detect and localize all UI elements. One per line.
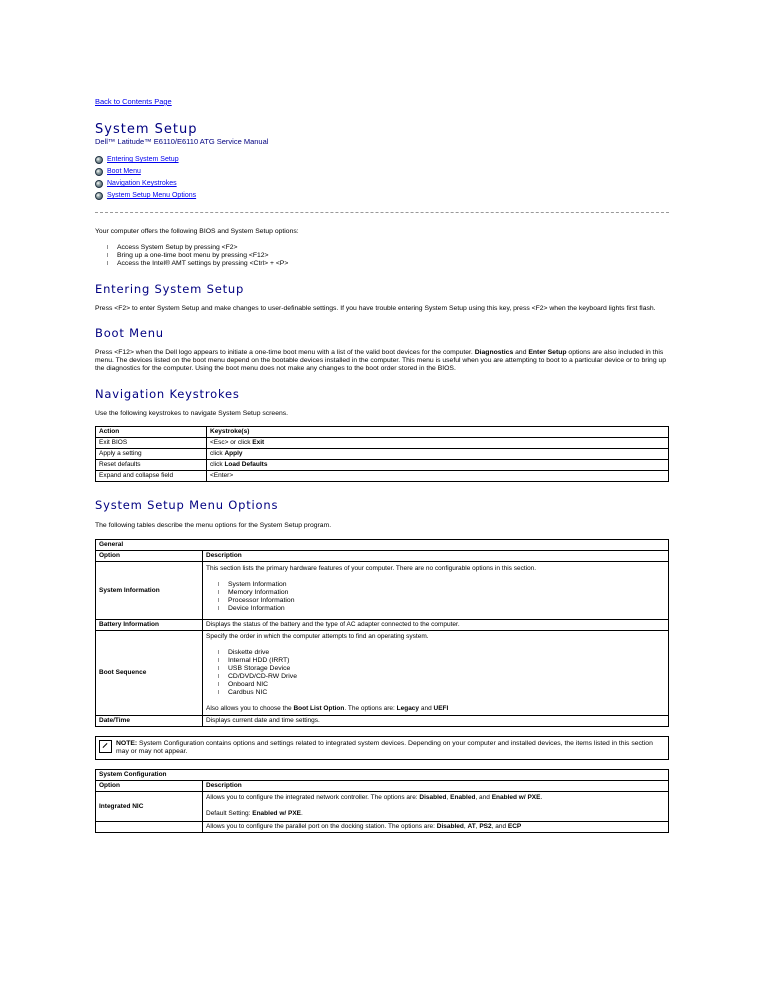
general-table xyxy=(95,539,669,727)
toc-item xyxy=(95,190,669,202)
nav-intro: Use the following keystrokes to navigate System Setup screens. xyxy=(95,410,289,417)
list-item: l Device Information xyxy=(218,605,665,613)
keystroke-cell: <Esc> or click Exit xyxy=(207,438,669,449)
list-item: l Processor Information xyxy=(218,597,665,605)
menu-intro: The following tables describe the menu options for the System Setup program. xyxy=(95,522,332,529)
table-row xyxy=(96,631,669,716)
list-item: l Memory Information xyxy=(218,589,665,597)
list-item: l CD/DVD/CD-RW Drive xyxy=(218,673,665,681)
keystroke-cell: <Enter> xyxy=(207,471,669,482)
toc-link-navigation-keystrokes[interactable]: Navigation Keystrokes xyxy=(107,180,177,187)
header-cell: Description xyxy=(203,781,669,792)
description-cell: Allows you to configure the parallel port on the docking station. The options are: Disabled, AT, PS2, and ECP xyxy=(203,822,669,833)
option-cell: System Information xyxy=(96,562,203,620)
table-title: System Configuration xyxy=(96,770,669,781)
page-title: System Setup xyxy=(95,122,198,137)
description-cell: Displays current date and time settings. xyxy=(203,716,669,727)
table-row xyxy=(96,471,669,482)
back-to-contents-link[interactable]: Back to Contents Page xyxy=(95,97,172,106)
list-item: l Cardbus NIC xyxy=(218,689,665,697)
bullet-icon xyxy=(95,180,103,188)
table-row xyxy=(96,620,669,631)
keystroke-cell: click Apply xyxy=(207,449,669,460)
heading-boot-menu: Boot Menu xyxy=(95,326,164,340)
manual-page xyxy=(95,97,669,833)
boot-device-list xyxy=(206,649,665,697)
header-cell: Option xyxy=(96,551,203,562)
table-row xyxy=(96,438,669,449)
table-row xyxy=(96,822,669,833)
manual-subtitle: Dell™ Latitude™ E6110/E6110 ATG Service Manual xyxy=(95,137,269,146)
system-configuration-table xyxy=(95,769,669,833)
table-header-row xyxy=(96,427,669,438)
list-item: l USB Storage Device xyxy=(218,665,665,673)
bullet-icon xyxy=(95,168,103,176)
action-cell: Exit BIOS xyxy=(96,438,207,449)
header-cell: Option xyxy=(96,781,203,792)
table-row xyxy=(96,460,669,471)
keystroke-cell: click Load Defaults xyxy=(207,460,669,471)
intro-list xyxy=(95,244,669,268)
note-text: NOTE: System Configuration contains options and settings related to integrated system devices. Depending on your computer and installed devices, the items listed in this section may or may not appear. xyxy=(116,740,653,755)
bullet-icon xyxy=(95,192,103,200)
toc-item xyxy=(95,178,669,190)
header-cell: Keystroke(s) xyxy=(207,427,669,438)
heading-navigation-keystrokes: Navigation Keystrokes xyxy=(95,387,240,401)
list-item: l Diskette drive xyxy=(218,649,665,657)
option-cell: Boot Sequence xyxy=(96,631,203,716)
note-box xyxy=(95,736,669,760)
divider xyxy=(95,212,669,213)
description-cell: Specify the order in which the computer attempts to find an operating system. l Diskette drive l Internal HDD (IRRT) l USB Storage Device l CD/DVD/CD-RW Drive l Onboard NIC l Cardbus NIC Also allows you to choose the Boot List Option. The options are: Legacy and UEFI xyxy=(203,631,669,716)
list-item: l Access the Intel® AMT settings by pressing <Ctrl> + <P> xyxy=(107,260,669,268)
heading-menu-options: System Setup Menu Options xyxy=(95,498,279,512)
list-item: l Access System Setup by pressing <F2> xyxy=(107,244,669,252)
option-cell: Integrated NIC xyxy=(96,792,203,822)
table-row xyxy=(96,562,669,620)
list-item: l System Information xyxy=(218,581,665,589)
header-cell: Description xyxy=(203,551,669,562)
table-row xyxy=(96,792,669,822)
boot-text: Press <F12> when the Dell logo appears to initiate a one-time boot menu with a list of the valid boot devices for the computer. Diagnostics and Enter Setup options are also included in this menu. The devices listed on the boot menu depend on the bootable devices installed in the computer. This menu is useful when you are attempting to boot to a particular device or to bring up the diagnostics for the computer. Using the boot menu does not make any changes to the boot order stored in the BIOS. xyxy=(95,349,667,372)
toc-link-menu-options[interactable]: System Setup Menu Options xyxy=(107,192,197,199)
table-row xyxy=(96,716,669,727)
option-cell: Date/Time xyxy=(96,716,203,727)
option-cell: Battery Information xyxy=(96,620,203,631)
action-cell: Apply a setting xyxy=(96,449,207,460)
table-of-contents xyxy=(95,154,669,202)
description-cell: Allows you to configure the integrated network controller. The options are: Disabled, Enabled, and Enabled w/ PXE. Default Setting: Enabled w/ PXE. xyxy=(203,792,669,822)
note-pencil-icon xyxy=(99,740,112,753)
list-item: l Bring up a one-time boot menu by pressing <F12> xyxy=(107,252,669,260)
description-cell: This section lists the primary hardware features of your computer. There are no configurable options in this section. l System Information l Memory Information l Processor Information l Device Information xyxy=(203,562,669,620)
heading-entering-system-setup: Entering System Setup xyxy=(95,282,245,296)
toc-item xyxy=(95,154,669,166)
keystroke-table xyxy=(95,426,669,482)
toc-link-entering-system-setup[interactable]: Entering System Setup xyxy=(107,156,179,163)
table-title: General xyxy=(96,540,669,551)
header-cell: Action xyxy=(96,427,207,438)
sysinfo-list xyxy=(206,581,665,613)
table-row xyxy=(96,449,669,460)
bullet-icon xyxy=(95,156,103,164)
intro-text: Your computer offers the following BIOS and System Setup options: xyxy=(95,228,299,235)
toc-item xyxy=(95,166,669,178)
option-cell xyxy=(96,822,203,833)
list-item: l Onboard NIC xyxy=(218,681,665,689)
description-cell: Displays the status of the battery and the type of AC adapter connected to the computer. xyxy=(203,620,669,631)
list-item: l Internal HDD (IRRT) xyxy=(218,657,665,665)
toc-link-boot-menu[interactable]: Boot Menu xyxy=(107,168,141,175)
action-cell: Reset defaults xyxy=(96,460,207,471)
action-cell: Expand and collapse field xyxy=(96,471,207,482)
entering-text: Press <F2> to enter System Setup and make changes to user-definable settings. If you have trouble entering System Setup using this key, press <F2> when the keyboard lights first flash. xyxy=(95,305,656,312)
